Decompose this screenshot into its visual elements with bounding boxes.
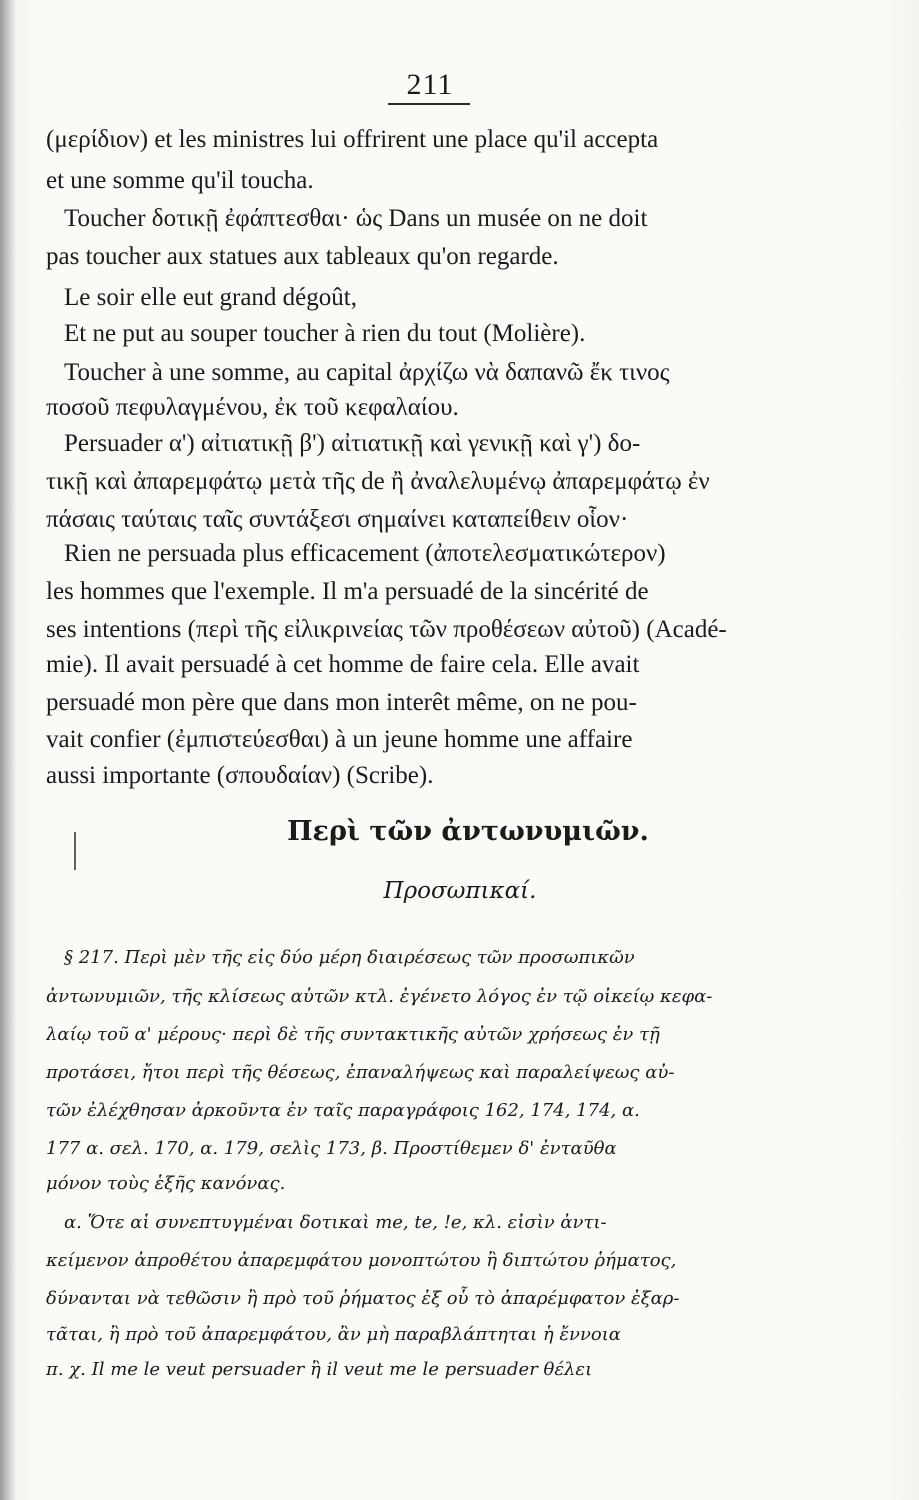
paragraph-line: 177 α. σελ. 170, α. 179, σελὶς 173, β. Προστίθεμεν δ' ἐνταῦθα: [46, 1138, 617, 1159]
paragraph-line: δύνανται νὰ τεθῶσιν ἢ πρὸ τοῦ ῥήματος ἐξ οὗ τὸ ἀπαρέμφατον ἐξαρ-: [46, 1288, 680, 1309]
paragraph-line: λαίῳ τοῦ α' μέρους· περὶ δὲ τῆς συντακτικῆς αὐτῶν χρήσεως ἐν τῇ: [46, 1024, 660, 1045]
text-line: ποσοῦ πεφυλαγμένου, ἐκ τοῦ κεφαλαίου.: [46, 394, 459, 421]
text-line: πάσαις ταύταις ταῖς συντάξεσι σημαίνει καταπείθειν οἷον·: [46, 506, 629, 533]
paragraph-line: π. χ. Il me le veut persuader ἢ il veut me le persuader θέλει: [46, 1359, 593, 1380]
text-line: vait confier (ἐμπιστεύεσθαι) à un jeune homme une affaire: [46, 726, 633, 753]
paragraph-line: τᾶται, ἢ πρὸ τοῦ ἀπαρεμφάτου, ἂν μὴ παραβλάπτηται ἡ ἔννοια: [46, 1324, 621, 1345]
text-line: aussi importante (σπουδαίαν) (Scribe).: [46, 762, 434, 789]
paragraph-line: προτάσει, ἤτοι περὶ τῆς θέσεως, ἐπαναλήψεως καὶ παραλείψεως αὐ-: [46, 1062, 675, 1083]
text-line: Rien ne persuada plus efficacement (ἀποτελεσματικώτερον): [64, 540, 666, 567]
text-line: (μερίδιον) et les ministres lui offrirent une place qu'il accepta: [46, 126, 659, 153]
text-line: Toucher δοτικῇ ἐφάπτεσθαι· ὡς Dans un musée on ne doit: [64, 205, 648, 232]
text-line: les hommes que l'exemple. Il m'a persuadé de la sincérité de: [46, 578, 649, 605]
paragraph-line: α. Ὅτε αἱ συνεπτυγμέναι δοτικαὶ me, te, !e, κλ. εἰσὶν ἀντι-: [64, 1212, 607, 1233]
text-line: Le soir elle eut grand dégoût,: [64, 284, 357, 311]
text-line: persuadé mon père que dans mon interêt même, on ne pou-: [46, 689, 637, 716]
text-line: Toucher à une somme, au capital ἀρχίζω νὰ δαπανῶ ἔκ τινος: [64, 359, 670, 386]
paragraph-line: μόνον τοὺς ἑξῆς κανόνας.: [46, 1173, 286, 1194]
text-line: pas toucher aux statues aux tableaux qu'on regarde.: [46, 243, 559, 270]
text-line: Et ne put au souper toucher à rien du tout (Molière).: [64, 320, 586, 347]
page-number-rule: [388, 103, 470, 105]
margin-mark: [74, 832, 76, 870]
section-subheading: Προσωπικαί.: [383, 878, 537, 904]
text-line: mie). Il avait persuadé à cet homme de faire cela. Elle avait: [46, 651, 640, 678]
paragraph-line: § 217. Περὶ μὲν τῆς εἰς δύο μέρη διαιρέσεως τῶν προσωπικῶν: [64, 947, 635, 968]
text-line: τικῇ καὶ ἀπαρεμφάτῳ μετὰ τῆς de ἢ ἀναλελυμένῳ ἀπαρεμφάτῳ ἐν: [46, 468, 710, 495]
text-line: ses intentions (περὶ τῆς εἰλικρινείας τῶν προθέσεων αὐτοῦ) (Acadé-: [46, 616, 727, 643]
paragraph-line: κείμενον ἀπροθέτου ἀπαρεμφάτου μονοπτώτου ἢ διπτώτου ῥήματος,: [46, 1250, 677, 1271]
paragraph-line: τῶν ἐλέχθησαν ἀρκοῦντα ἐν ταῖς παραγράφοις 162, 174, 174, α.: [46, 1100, 640, 1121]
text-line: et une somme qu'il toucha.: [46, 167, 314, 194]
text-line: Persuader α') αἰτιατικῇ β') αἰτιατικῇ καὶ γενικῇ καὶ γ') δο-: [64, 430, 641, 457]
page-number: 211: [406, 68, 454, 101]
section-heading: Περὶ τῶν ἀντωνυμιῶν.: [287, 816, 649, 847]
paragraph-line: ἀντωνυμιῶν, τῆς κλίσεως αὐτῶν κτλ. ἐγένετο λόγος ἐν τῷ οἰκείῳ κεφα-: [46, 986, 713, 1007]
